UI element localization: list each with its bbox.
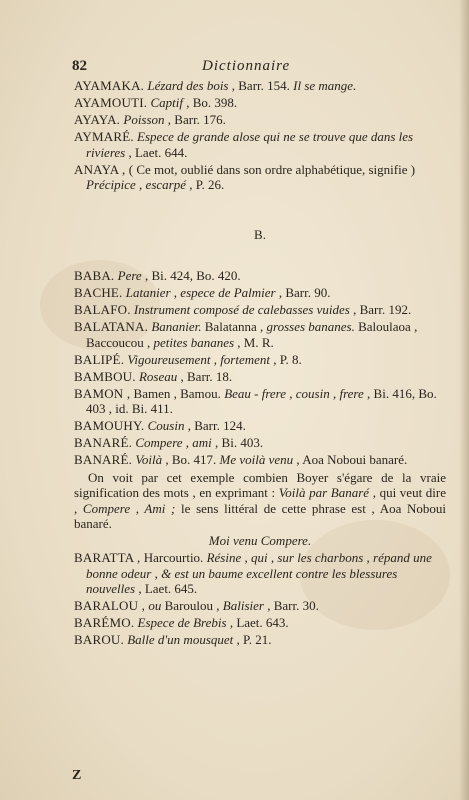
entry-source: Baroulou , [164, 598, 220, 613]
entry-definition: Beau - frere , cousin , frere [224, 385, 364, 401]
entry-source: , M. R. [237, 334, 274, 350]
dictionary-entry [74, 386, 446, 417]
entry-definition: Pere [117, 268, 142, 283]
entry-definition: ou [148, 598, 162, 613]
entry-definition: Résine , qui , sur les charbons , répand une bonne odeur , & est un baume excellent contre les blessures nouvelles [86, 550, 432, 596]
entry-definition: Compere , ami [135, 435, 212, 450]
entry-definition: Il se mange. [293, 78, 357, 93]
note-text-2: , qui veut dire , [74, 485, 447, 516]
entry-source: , Barr. 30. [267, 598, 319, 613]
entry-headword: BALIPÉ. [74, 351, 125, 367]
editorial-note [74, 470, 446, 549]
entry-source: , P. 21. [236, 632, 272, 647]
entry-headword: BARATTA , [74, 550, 141, 565]
entry-headword: BAROU. [74, 632, 124, 647]
entry-definition: Espece de grande alose qui ne se trouve que dans les rivieres [86, 129, 414, 160]
entry-source: , P. 8. [273, 351, 302, 367]
entry-headword: ANAYA , [74, 161, 126, 177]
dictionary-entry [74, 268, 446, 284]
dictionary-entry [74, 452, 446, 468]
entry-source: , Barr. 176. [167, 112, 226, 127]
dictionary-entry [74, 615, 446, 631]
entry-source: , Bi. 424, Bo. 420. [144, 268, 241, 283]
entry-source: , Barr. 124. [187, 418, 246, 433]
entry-source: , Bo. 398. [186, 95, 238, 110]
entry-definition: Lézard des bois [147, 78, 229, 93]
dictionary-content [74, 78, 446, 649]
entry-headword: BABA. [74, 268, 115, 283]
entry-source: , Barr. 154. [231, 78, 290, 93]
entry-definition: Poisson [123, 112, 165, 127]
page-number: 82 [72, 58, 87, 74]
entry-headword: AYAMAKA. [74, 78, 145, 93]
dictionary-entry [74, 95, 446, 111]
entry-source: , Laet. 645. [138, 581, 198, 596]
entry-headword: BAMOUHY. [74, 418, 145, 433]
entry-source: , P. 26. [189, 177, 225, 192]
entry-source: , Bo. 417. [165, 452, 217, 467]
note-text-3: le sens littéral de cette phrase est , Aoa Noboui banaré. [74, 500, 447, 531]
note-italic-2: Compere , Ami ; [82, 500, 176, 516]
entry-source: , Laet. 644. [128, 144, 188, 160]
entry-source: , Laet. 643. [229, 615, 289, 630]
entry-source: , Barr. 18. [180, 368, 233, 384]
entry-headword: BARÉMO. [74, 615, 135, 630]
entry-definition: Latanier , espece de Palmier [125, 285, 276, 300]
dictionary-entry [74, 418, 446, 434]
running-head: Dictionnaire [202, 58, 291, 74]
entry-headword: BARALOU , [74, 598, 146, 613]
entry-source: Balatanna , [204, 319, 264, 334]
dictionary-entry [74, 435, 446, 451]
dictionary-entry [74, 285, 446, 301]
dictionary-entry [74, 302, 446, 318]
page-gutter [459, 0, 469, 800]
dictionary-entry [74, 369, 446, 385]
dictionary-entry [74, 352, 446, 368]
page-header [72, 58, 432, 80]
dictionary-entry [74, 129, 446, 160]
section-heading: B. [254, 226, 266, 242]
entry-source: , Barr. 90. [278, 285, 331, 300]
entry-definition: Vigoureusement , fortement [127, 351, 271, 367]
note-paragraph [74, 470, 446, 532]
entry-headword: AYAMOUTI. [74, 95, 148, 110]
dictionary-entry [74, 162, 446, 193]
dictionary-entry [74, 319, 446, 350]
dictionary-entry [74, 598, 446, 614]
entry-headword: BALATANA. [74, 319, 149, 334]
dictionary-entry [74, 78, 446, 94]
entry-headword: BACHE. [74, 285, 123, 300]
entry-source: Harcourtio. [143, 550, 204, 565]
signature-mark: Z [72, 768, 82, 783]
entry-definition: Roseau [138, 368, 178, 384]
entry-source: , Bi. 403. [215, 435, 264, 450]
entry-source: Bamen , Bamou. [133, 385, 221, 401]
entry-headword: BAMBOU. [74, 368, 136, 384]
note-text: On voit par cet exemple combien Boyer s'égare de la vraie signification des mots , en exprimant : [74, 469, 446, 500]
entry-definition: petites bananes [153, 334, 235, 350]
entry-definition: Me voilà venu [219, 452, 294, 467]
entry-source: , Barr. 192. [353, 302, 412, 317]
entry-definition: Espece de Brebis [137, 615, 227, 630]
entry-definition: grosses bananes. [266, 319, 355, 334]
entry-headword: AYMARÉ. [74, 129, 134, 144]
entry-definition: Instrument composé de calebasses vuides [133, 302, 350, 317]
entry-source: , Aoa Noboui banaré. [296, 452, 408, 467]
entry-definition: Cousin [147, 418, 185, 433]
entry-source: , Bi. 416, Bo. 403 , id. Bi. 411. [86, 385, 437, 416]
dictionary-entry [74, 550, 446, 597]
dictionary-entry [74, 112, 446, 128]
entry-definition: Bananier. [151, 319, 202, 334]
entry-headword: BANARÉ. [74, 452, 133, 467]
dictionary-entry [74, 632, 446, 648]
entry-source: ( Ce mot, oublié dans son ordre alphabétique, signifie ) [128, 161, 416, 177]
entry-headword: BANARÉ. [74, 435, 133, 450]
entries-b-continued [74, 550, 446, 648]
entry-headword: AYAYA. [74, 112, 121, 127]
entry-definition: Voilà [135, 452, 163, 467]
entry-source: Baloulaoa , Baccoucou , [86, 319, 418, 350]
entries-a-section [74, 78, 446, 193]
entry-definition: Balle d'un mousquet [127, 632, 234, 647]
note-example-line: Moi venu Compere. [208, 532, 312, 548]
note-italic-1: Voilà par Banaré [278, 485, 370, 500]
entry-definition: Balisier [222, 598, 264, 613]
entry-headword: BALAFO. [74, 302, 131, 317]
entry-headword: BAMON , [74, 385, 131, 401]
entry-definition: Précipice , escarpé [86, 177, 186, 192]
entry-definition: Captif [150, 95, 183, 110]
entries-b-section [74, 268, 446, 468]
